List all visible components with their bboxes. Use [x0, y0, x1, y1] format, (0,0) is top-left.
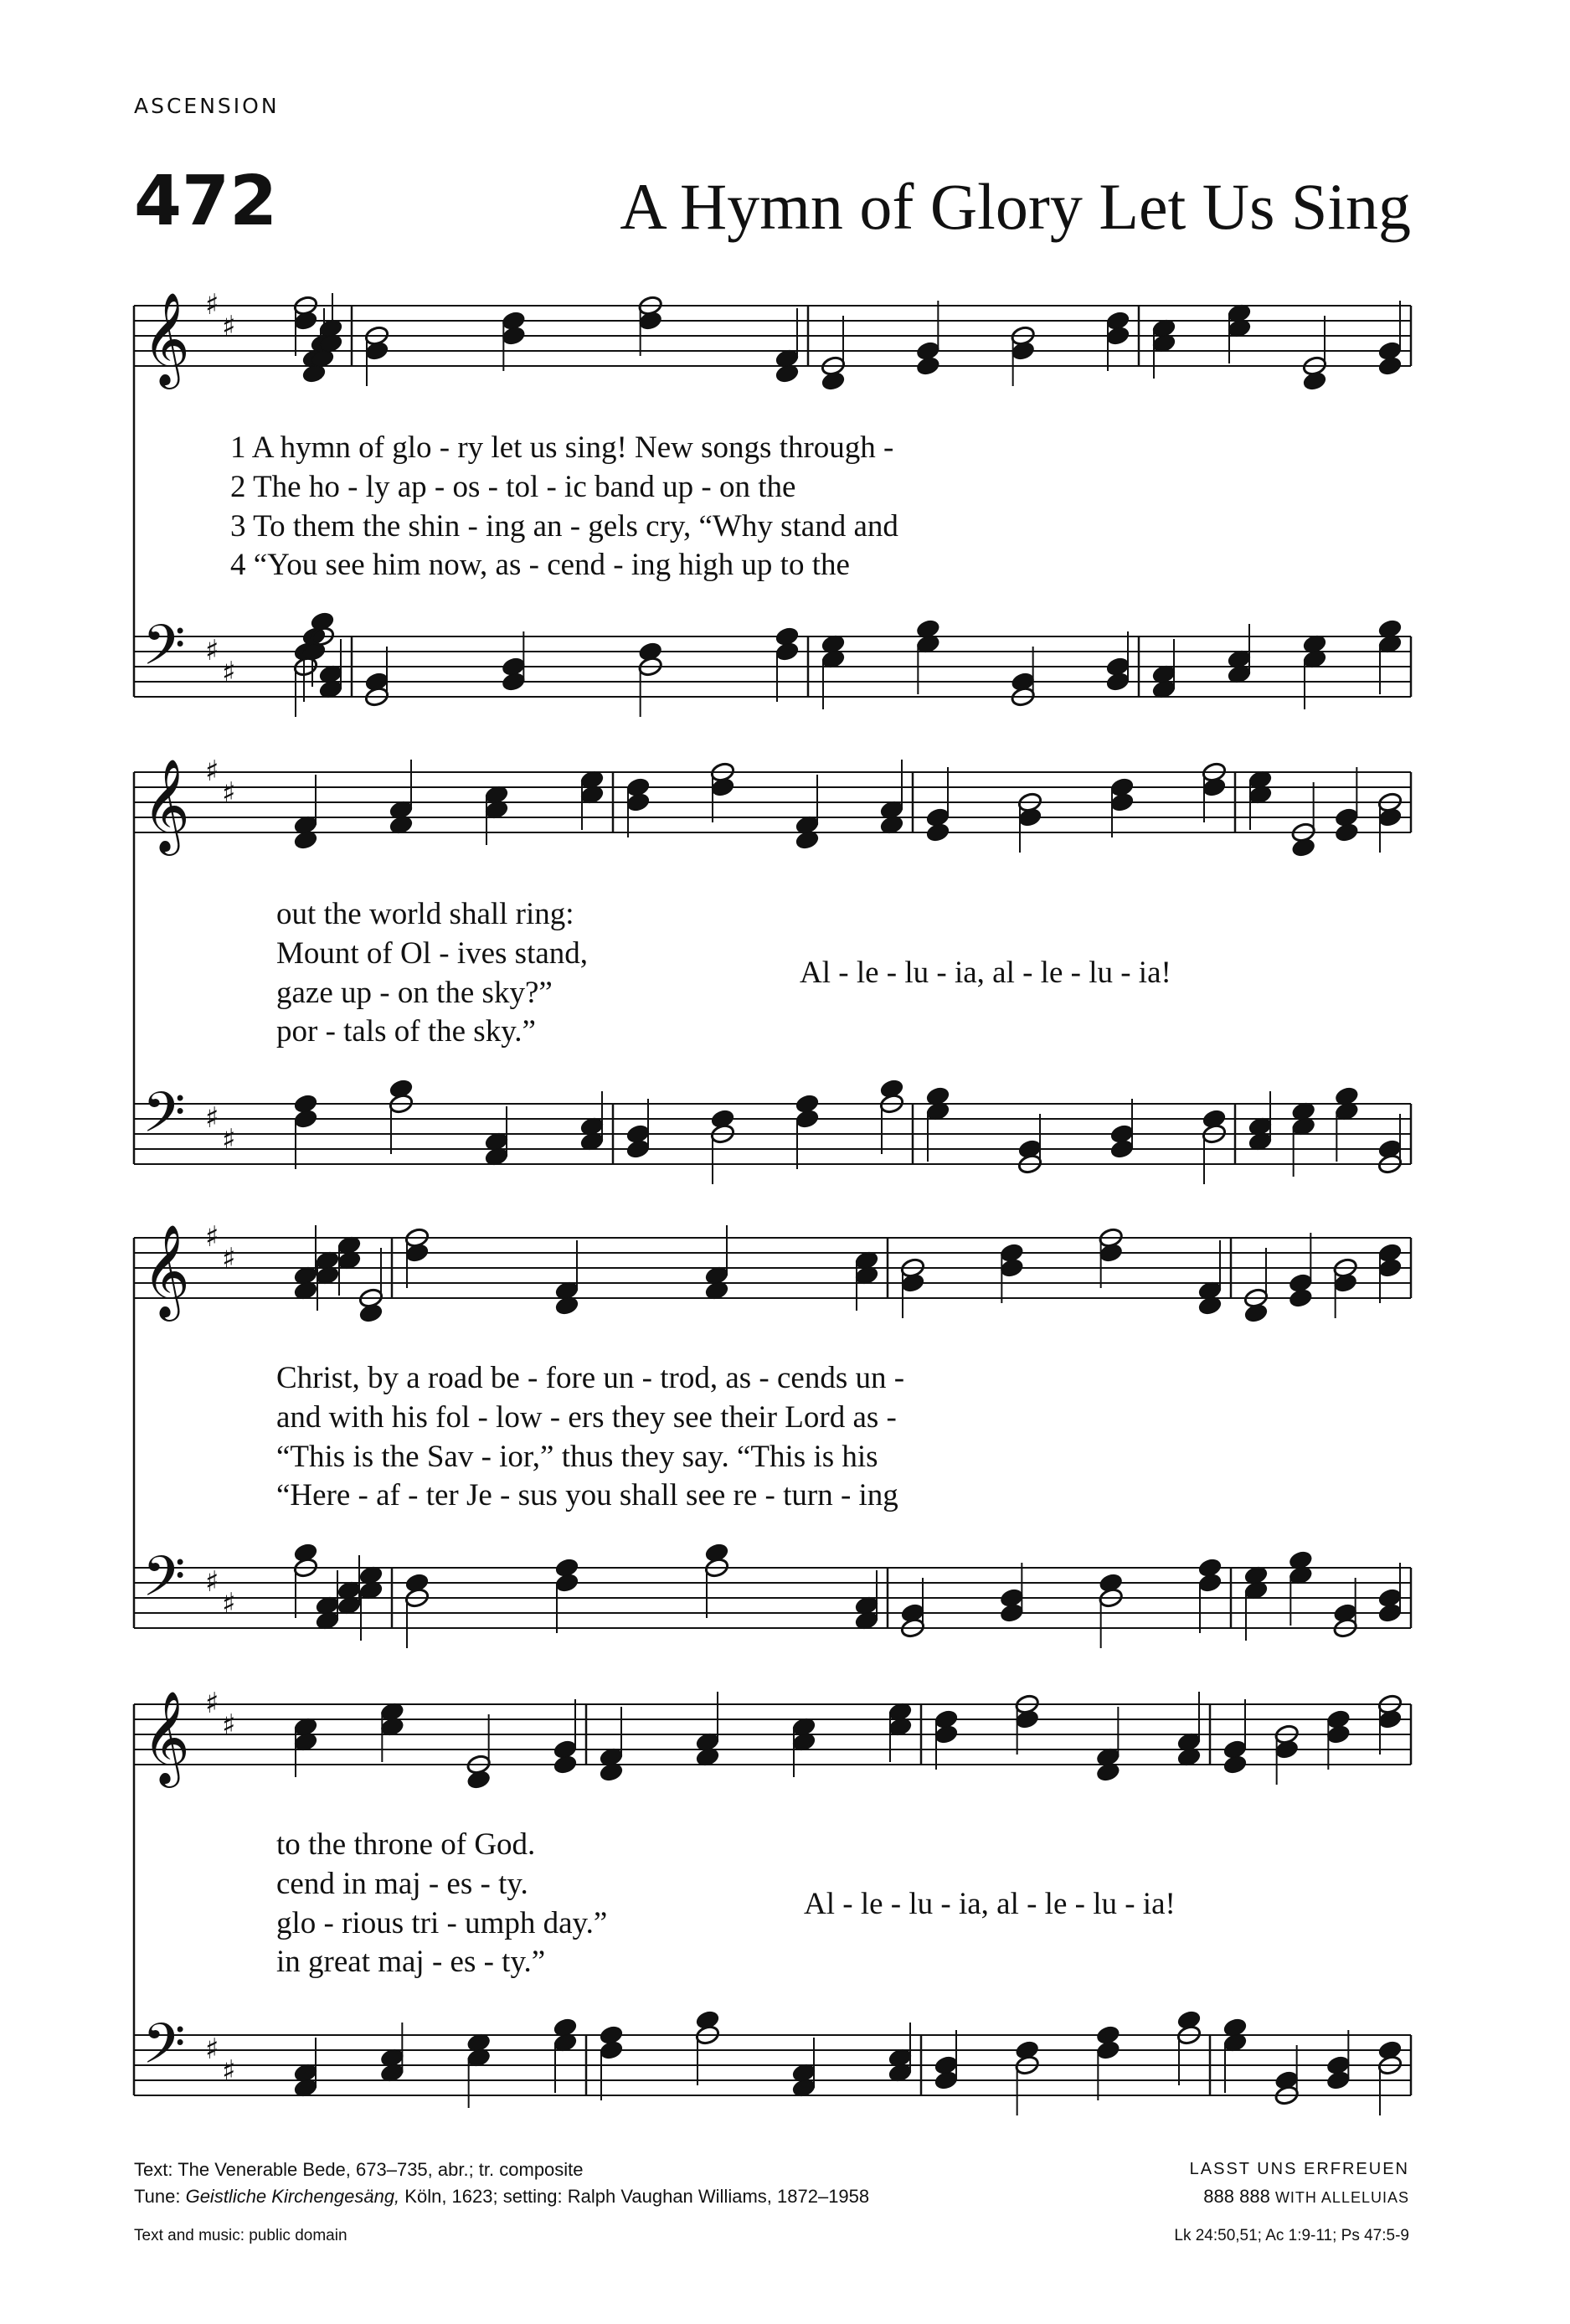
lyrics-s4-v2: cend in maj - es - ty.	[276, 1867, 528, 1901]
treble-clef-icon: 𝄞	[142, 758, 190, 852]
notehead	[1302, 370, 1328, 392]
sharp-icon: ♯	[205, 1220, 219, 1254]
bass-clef-icon: 𝄢	[142, 613, 186, 691]
sharp-icon: ♯	[222, 1708, 236, 1742]
notehead	[625, 791, 651, 813]
meter-words: WITH ALLELUIAS	[1274, 2189, 1409, 2206]
notehead	[1098, 1242, 1124, 1264]
lyrics-s2-v4: por - tals of the sky.”	[276, 1014, 536, 1049]
notehead	[625, 1123, 651, 1145]
sharp-icon: ♯	[222, 1587, 236, 1621]
notehead	[1274, 1739, 1300, 1760]
rights-notice: Text and music: public domain	[134, 2227, 347, 2244]
lyrics-s1-v1: 1 A hymn of glo - ry let us sing! New songs through -	[230, 430, 894, 465]
lyrics-s3-v4: “Here - af - ter Je - sus you shall see re - turn - ing	[276, 1478, 898, 1512]
tune-credit-rest: Köln, 1623; setting: Ralph Vaughan Williams, 1872–1958	[399, 2186, 870, 2207]
hymn-number: 472	[134, 162, 278, 241]
notehead	[1377, 355, 1403, 377]
notehead	[637, 641, 663, 662]
notehead	[1014, 2039, 1040, 2061]
sharp-icon: ♯	[205, 2033, 219, 2066]
notehead	[637, 310, 663, 332]
notehead	[599, 2024, 625, 2046]
sharp-icon: ♯	[222, 1242, 236, 1275]
notehead	[1202, 776, 1228, 798]
tune-source: Geistliche Kirchengesäng,	[185, 2186, 400, 2207]
notehead	[293, 310, 319, 332]
notehead	[710, 1108, 736, 1130]
notehead	[501, 325, 527, 347]
notehead	[934, 1724, 960, 1745]
tune-credit	[134, 2187, 869, 2206]
notehead	[1332, 1272, 1358, 1294]
lyrics-s4-v3: glo - rious tri - umph day.”	[276, 1906, 608, 1940]
sharp-icon: ♯	[222, 776, 236, 810]
notehead	[1017, 806, 1043, 828]
bass-clef-icon: 𝄢	[142, 2012, 186, 2090]
tune-name: LASST UNS ERFREUEN	[1189, 2160, 1409, 2178]
notehead	[1274, 2069, 1300, 2091]
lyrics-s2-v2: Mount of Ol - ives stand,	[276, 936, 589, 971]
notehead	[821, 370, 847, 392]
treble-clef-icon: 𝄞	[142, 1690, 190, 1784]
notehead	[364, 340, 390, 362]
notehead	[1010, 340, 1036, 362]
notehead	[501, 656, 527, 678]
notehead	[704, 1542, 730, 1564]
notehead	[695, 2009, 721, 2031]
notehead	[1377, 1708, 1403, 1730]
notehead	[999, 1257, 1025, 1279]
notehead	[1202, 1108, 1228, 1130]
bass-clef-icon: 𝄢	[142, 1080, 186, 1158]
sharp-icon: ♯	[222, 2054, 236, 2088]
notehead	[1223, 1754, 1248, 1775]
notehead	[1377, 2039, 1403, 2061]
notehead	[404, 1242, 430, 1264]
meter	[1203, 2187, 1409, 2206]
notehead	[1290, 837, 1316, 858]
notehead	[1243, 1302, 1269, 1324]
notehead	[1176, 2009, 1202, 2031]
notehead	[404, 1572, 430, 1594]
notehead	[1332, 1602, 1358, 1624]
lyrics-s1-v2: 2 The ho - ly ap - os - tol - ic band up - on the	[230, 470, 796, 504]
notehead	[466, 1769, 492, 1791]
notehead	[358, 1302, 384, 1324]
notehead	[1098, 1572, 1124, 1594]
notehead	[1014, 1708, 1040, 1730]
notehead	[1288, 1287, 1314, 1309]
notehead	[900, 1272, 926, 1294]
notehead	[710, 776, 736, 798]
notehead	[1109, 791, 1135, 813]
notehead	[364, 671, 390, 693]
lyrics-s3-v3: “This is the Sav - ior,” thus they say. “This is his	[276, 1440, 878, 1474]
section-heading: ASCENSION	[134, 94, 280, 118]
notehead	[915, 355, 941, 377]
notehead	[1325, 1724, 1351, 1745]
notehead	[1095, 2024, 1121, 2046]
lyrics-s3-v2: and with his fol - low - ers they see their Lord as -	[276, 1400, 897, 1435]
sharp-icon: ♯	[205, 755, 219, 788]
refrain-s2: Al - le - lu - ia, al - le - lu - ia!	[800, 956, 1171, 990]
lyrics-s2-v3: gaze up - on the sky?”	[276, 976, 553, 1010]
notehead	[934, 2054, 960, 2076]
notehead	[1105, 325, 1131, 347]
notehead	[1377, 1138, 1403, 1160]
notehead	[1017, 1138, 1043, 1160]
sharp-icon: ♯	[205, 634, 219, 667]
lyrics-s1-v3: 3 To them the shin - ing an - gels cry, “Why stand and	[230, 509, 898, 544]
notehead	[1377, 1587, 1403, 1609]
sharp-icon: ♯	[222, 310, 236, 343]
scripture-references: Lk 24:50,51; Ac 1:9-11; Ps 47:5-9	[1174, 2227, 1409, 2244]
notehead	[1010, 671, 1036, 693]
notehead	[1377, 1257, 1403, 1279]
meter-numbers: 888 888	[1203, 2186, 1270, 2207]
lyrics-s3-v1: Christ, by a road be - fore un - trod, as - cends un -	[276, 1361, 905, 1395]
refrain-s4: Al - le - lu - ia, al - le - lu - ia!	[804, 1887, 1176, 1921]
sharp-icon: ♯	[222, 656, 236, 689]
bass-clef-icon: 𝄢	[142, 1544, 186, 1622]
text-credit-label: Text:	[134, 2159, 173, 2180]
lyrics-s1-v4: 4 “You see him now, as - cend - ing high up to the	[230, 548, 850, 582]
notehead	[1109, 1123, 1135, 1145]
notehead	[900, 1602, 926, 1624]
notehead	[925, 822, 951, 843]
text-credit	[134, 2161, 584, 2179]
hymn-title: A Hymn of Glory Let Us Sing	[620, 170, 1411, 243]
tune-credit-label: Tune:	[134, 2186, 181, 2207]
sharp-icon: ♯	[205, 288, 219, 322]
notehead	[775, 626, 800, 647]
sharp-icon: ♯	[205, 1101, 219, 1135]
lyrics-s4-v4: in great maj - es - ty.”	[276, 1945, 546, 1979]
sharp-icon: ♯	[205, 1565, 219, 1599]
notehead	[1325, 2054, 1351, 2076]
notehead	[389, 1078, 414, 1100]
notehead	[554, 1557, 580, 1579]
notehead	[293, 1093, 319, 1115]
notehead	[999, 1587, 1025, 1609]
notehead	[1105, 656, 1131, 678]
notehead	[1197, 1557, 1223, 1579]
treble-clef-icon: 𝄞	[142, 1224, 190, 1317]
lyrics-s2-v1: out the world shall ring:	[276, 897, 574, 931]
notehead	[553, 1754, 579, 1775]
lyrics-s4-v1: to the throne of God.	[276, 1827, 536, 1862]
notehead	[795, 1093, 821, 1115]
notehead	[293, 1542, 319, 1564]
notehead	[879, 1078, 905, 1100]
treble-clef-icon: 𝄞	[142, 291, 190, 385]
notehead	[1377, 806, 1403, 828]
sharp-icon: ♯	[205, 1687, 219, 1720]
sharp-icon: ♯	[222, 1123, 236, 1157]
text-credit-value: The Venerable Bede, 673–735, abr.; tr. composite	[178, 2159, 584, 2180]
notehead	[1334, 822, 1360, 843]
